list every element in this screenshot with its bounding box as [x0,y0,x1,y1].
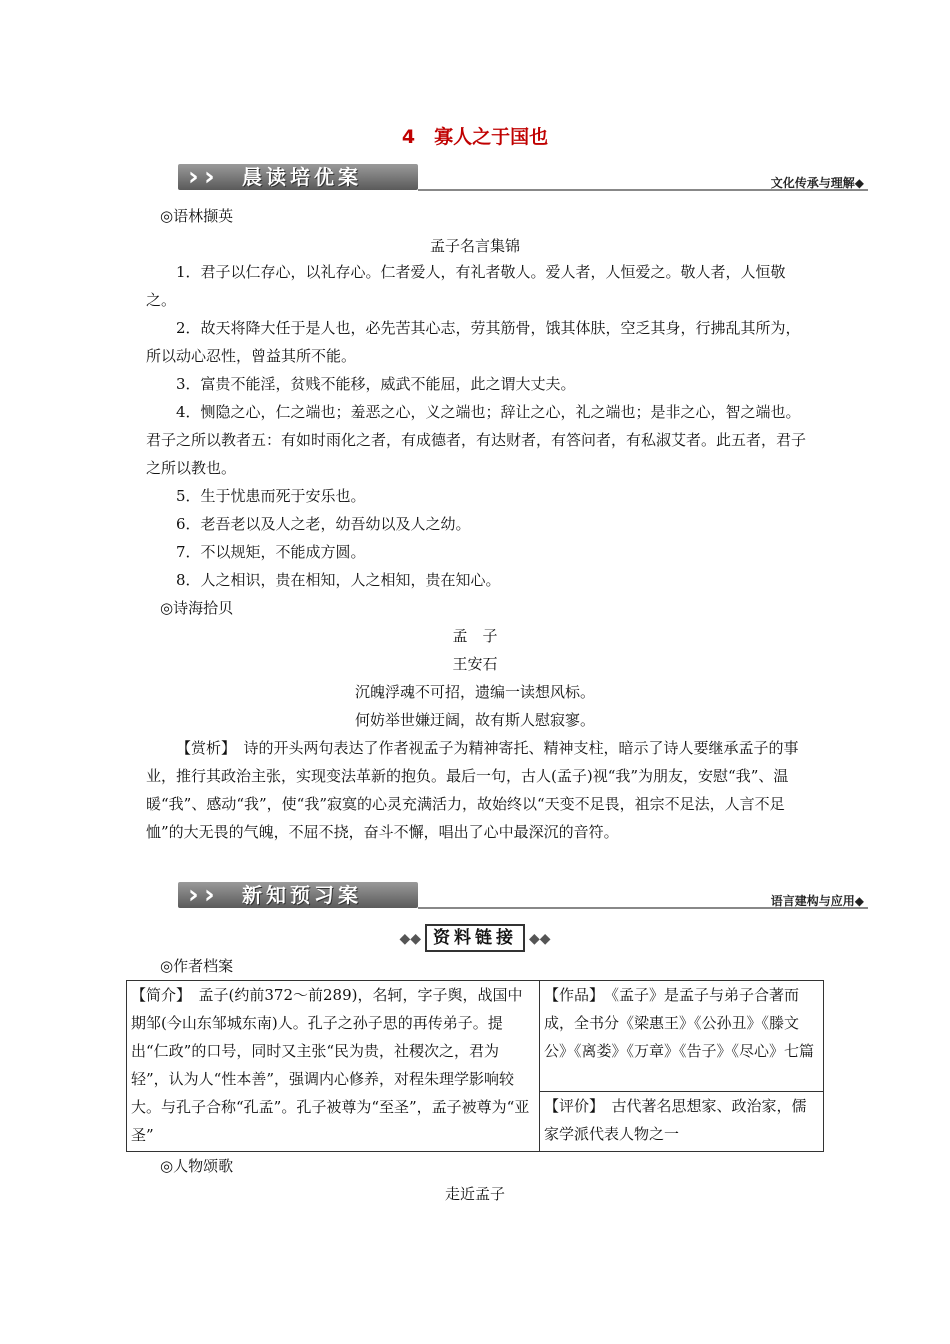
section-heading-author: ◎作者档案 [160,957,234,975]
profile-review: 【评价】 古代著名思想家、政治家，儒家学派代表人物之一 [540,1092,824,1152]
chevron-right-icon: › [204,162,215,192]
profile-intro: 【简介】 孟子(约前372～前289)，名轲，字子舆，战国中期邹(今山东邹城东南)人。孔子之孙子思的再传弟子。提出“仁政”的口号，同时又主张“民为贵，社稷次之，君为轻”，认为人“性本善”，强调内心修养，对程朱理学影响较大。与孔子合称“孔孟”。孔子被尊为“至圣”，孟子被尊为“亚圣” [127,981,540,1152]
section-heading-yulin: ◎语林撷英 [160,207,234,225]
poem-author: 王安石 [452,655,498,673]
diamond-icon: ◆◆ [399,931,421,947]
quote-item: 2．故天将降大任于是人也，必先苦其心志，劳其筋骨，饿其体肤，空乏其身，行拂乱其所为，所以动心忍性，曾益其所不能。 [146,319,801,365]
profile-works: 【作品】 《孟子》是孟子与弟子合著而成，全书分《梁惠王》《公孙丑》《滕文公》《离娄》《万章》《告子》《尽心》七篇 [540,981,824,1092]
quote-item: 6．老吾老以及人之老，幼吾幼以及人之幼。 [176,515,471,533]
banner-label: 晨读培优案 [242,165,362,189]
poem-analysis: 【赏析】 诗的开头两句表达了作者视孟子为精神寄托、精神支柱，暗示了诗人要继承孟子的事业，推行其政治主张，实现变法革新的抱负。最后一句，古人(孟子)视“我”为朋友，安慰“我”、温暖“我”、感动“我”，使“我”寂寞的心灵充满活力，故始终以“天变不足畏，祖宗不足法，人言不足恤”的大无畏的气魄，不屈不挠，奋斗不懈，唱出了心中最深沉的音符。 [146,739,799,841]
quote-item: 8．人之相识，贵在相知，人之相知，贵在知心。 [176,571,501,589]
section-banner-new-knowledge [178,880,868,912]
chevron-right-icon: › [188,880,199,910]
chevron-right-icon: › [204,880,215,910]
page-title: 4 寡人之于国也 [401,126,549,148]
chevron-right-icon: › [188,162,199,192]
banner-subtitle: 文化传承与理解◆ [770,176,864,190]
diamond-icon: ◆◆ [529,931,551,947]
song-title: 走近孟子 [444,1185,505,1203]
author-profile-table [126,980,824,1152]
poem-line: 沉魄浮魂不可招，遗编一读想风标。 [354,683,595,701]
banner-label: 新知预习案 [242,883,362,907]
quotes-title: 孟子名言集锦 [429,237,520,255]
quote-item: 1．君子以仁存心，以礼存心。仁者爱人，有礼者敬人。爱人者，人恒爱之。敬人者，人恒敬之。 [146,263,786,309]
section-heading-shihai: ◎诗海拾贝 [160,599,234,617]
banner-subtitle: 语言建构与应用◆ [770,894,864,908]
quote-item: 7．不以规矩，不能成方圆。 [176,543,366,561]
section-banner-morning-reading [178,162,868,194]
quote-item: 5．生于忧患而死于安乐也。 [176,487,366,505]
quote-item: 4．恻隐之心，仁之端也；羞恶之心，义之端也；辞让之心，礼之端也；是非之心，智之端也。君子之所以教者五：有如时雨化之者，有成德者，有达财者，有答问者，有私淑艾者。此五者，君子之所以教也。 [146,403,807,477]
materials-link-heading [0,924,950,952]
poem-line: 何妨举世嫌迂阔，故有斯人慰寂寥。 [354,711,595,729]
section-heading-song: ◎人物颂歌 [160,1157,234,1175]
poem-title: 孟 子 [452,627,498,645]
quote-item: 3．富贵不能淫，贫贱不能移，威武不能屈，此之谓大丈夫。 [176,375,576,393]
materials-link-label: 资料链接 [425,924,525,952]
